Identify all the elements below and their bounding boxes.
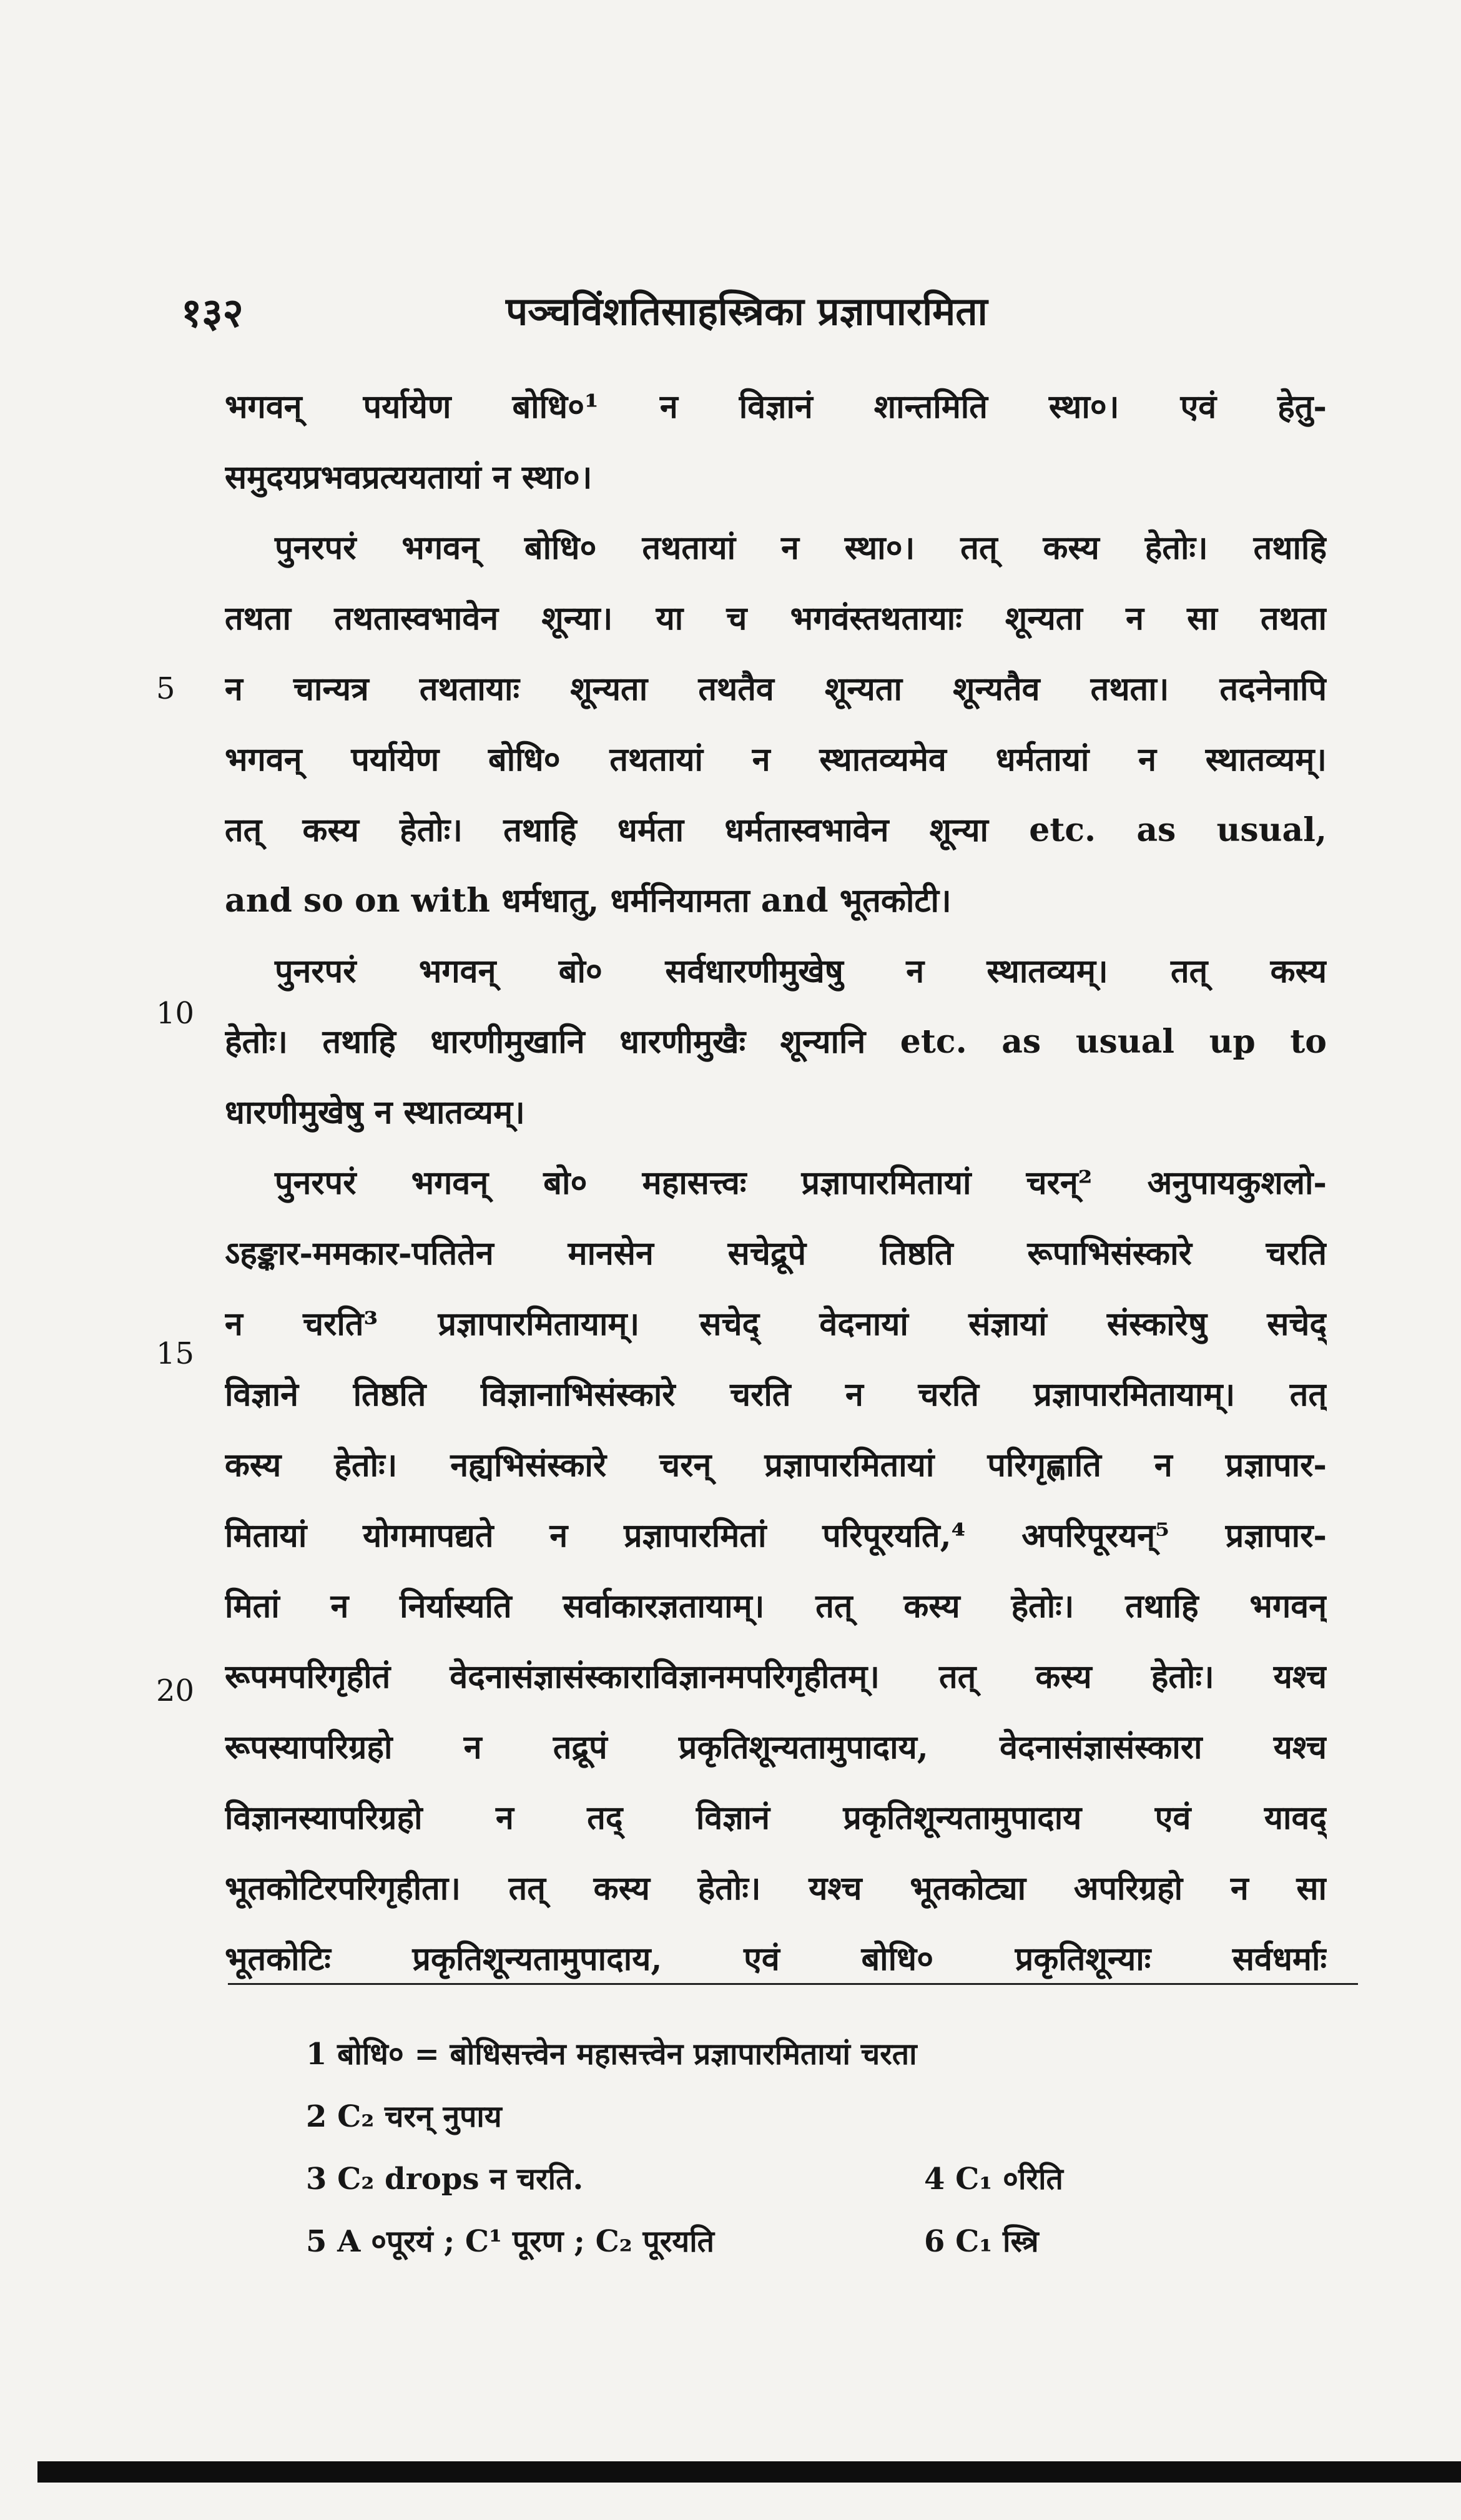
line-number-15: 15 bbox=[156, 1336, 195, 1371]
line-number-5: 5 bbox=[156, 671, 175, 706]
footnote-row bbox=[306, 2210, 1305, 2273]
text-line: पुनरपरं भगवन् बोधि० तथतायां न स्था०। तत् कस्य हेतोः। तथाहि bbox=[275, 529, 1327, 567]
text-line: पुनरपरं भगवन् बो० महासत्त्वः प्रज्ञापारमितायां चरन्² अनुपायकुशलो- bbox=[275, 1164, 1327, 1202]
text-line: भगवन् पर्यायेण बोधि० तथतायां न स्थातव्यमेव धर्मतायां न स्थातव्यम्। bbox=[225, 741, 1327, 779]
footnote-row bbox=[306, 2085, 1305, 2148]
text-line: हेतोः। तथाहि धारणीमुखानि धारणीमुखैः शून्यानि etc. as usual up to bbox=[225, 1023, 1327, 1061]
footnote-row bbox=[306, 2023, 1305, 2085]
footnote-2: 2 C₂ चरन् नुपाय bbox=[306, 2099, 502, 2134]
text-line: भूतकोटिरपरिगृहीता। तत् कस्य हेतोः। यश्च भूतकोट्या अपरिग्रहो न सा bbox=[225, 1869, 1327, 1907]
footnote-1: 1 बोधि० = बोधिसत्त्वेन महासत्त्वेन प्रज्ञापारमितायां चरता bbox=[306, 2037, 917, 2072]
text-line: धारणीमुखेषु न स्थातव्यम्। bbox=[225, 1093, 525, 1131]
footnote-5: 5 A ०पूरयं ; C¹ पूरण ; C₂ पूरयति bbox=[306, 2224, 715, 2259]
text-line: तत् कस्य हेतोः। तथाहि धर्मता धर्मतास्वभावेन शून्या etc. as usual, bbox=[225, 811, 1327, 849]
running-title: पञ्चविंशतिसाहस्त्रिका प्रज्ञापारमिता bbox=[506, 288, 988, 334]
page-number: १३२ bbox=[181, 290, 244, 337]
footnotes bbox=[306, 2023, 1305, 2273]
footnote-row bbox=[306, 2148, 1305, 2210]
text-line: मितायां योगमापद्यते न प्रज्ञापारमितां परिपूरयति,⁴ अपरिपूरयन्⁵ प्रज्ञापार- bbox=[225, 1517, 1327, 1555]
text-line: भूतकोटिः प्रकृतिशून्यतामुपादाय, एवं बोधि० प्रकृतिशून्याः सर्वधर्माः bbox=[225, 1940, 1327, 1978]
text-line: रूपस्यापरिग्रहो न तद्रूपं प्रकृतिशून्यतामुपादाय, वेदनासंज्ञासंस्कारा यश्च bbox=[225, 1728, 1327, 1766]
footnote-6: 6 C₁ स्त्रि bbox=[924, 2224, 1039, 2259]
text-line: न चरति³ प्रज्ञापारमितायाम्। सचेद् वेदनायां संज्ञायां संस्कारेषु सचेद् bbox=[225, 1305, 1327, 1343]
line-number-20: 20 bbox=[156, 1673, 195, 1708]
page-header bbox=[181, 284, 1336, 353]
footnote-divider bbox=[228, 1983, 1358, 1985]
text-line: रूपमपरिगृहीतं वेदनासंज्ञासंस्काराविज्ञानमपरिगृहीतम्। तत् कस्य हेतोः। यश्च bbox=[225, 1658, 1327, 1696]
scan-edge-bar bbox=[37, 2461, 1461, 2483]
line-number-10: 10 bbox=[156, 996, 195, 1031]
footnote-3: 3 C₂ drops न चरति. bbox=[306, 2162, 584, 2197]
text-line: विज्ञाने तिष्ठति विज्ञानाभिसंस्कारे चरति न चरति प्रज्ञापारमितायाम्। तत् bbox=[225, 1376, 1327, 1414]
text-line: मितां न निर्यास्यति सर्वाकारज्ञतायाम्। तत् कस्य हेतोः। तथाहि भगवन् bbox=[225, 1587, 1327, 1625]
text-line: न चान्यत्र तथतायाः शून्यता तथतैव शून्यता शून्यतैव तथता। तदनेनापि bbox=[225, 670, 1327, 708]
text-line: भगवन् पर्यायेण बोधि०¹ न विज्ञानं शान्तमिति स्था०। एवं हेतु- bbox=[225, 388, 1327, 426]
body-text bbox=[225, 372, 1327, 1994]
text-line: and so on with धर्मधातु, धर्मनियामता and भूतकोटी। bbox=[225, 882, 952, 920]
text-line: ऽहङ्कार-ममकार-पतितेन मानसेन सचेद्रूपे तिष्ठति रूपाभिसंस्कारे चरति bbox=[225, 1234, 1327, 1272]
text-line: पुनरपरं भगवन् बो० सर्वधारणीमुखेषु न स्थातव्यम्। तत् कस्य bbox=[275, 952, 1327, 990]
text-line: तथता तथतास्वभावेन शून्या। या च भगवंस्तथतायाः शून्यता न सा तथता bbox=[225, 599, 1327, 637]
text-line: कस्य हेतोः। नह्यभिसंस्कारे चरन् प्रज्ञापारमितायां परिगृह्णाति न प्रज्ञापार- bbox=[225, 1446, 1327, 1484]
text-line: विज्ञानस्यापरिग्रहो न तद् विज्ञानं प्रकृतिशून्यतामुपादाय एवं यावद् bbox=[225, 1799, 1327, 1837]
footnote-4: 4 C₁ ०रिति bbox=[924, 2162, 1063, 2197]
text-line: समुदयप्रभवप्रत्ययतायां न स्था०। bbox=[225, 458, 593, 496]
